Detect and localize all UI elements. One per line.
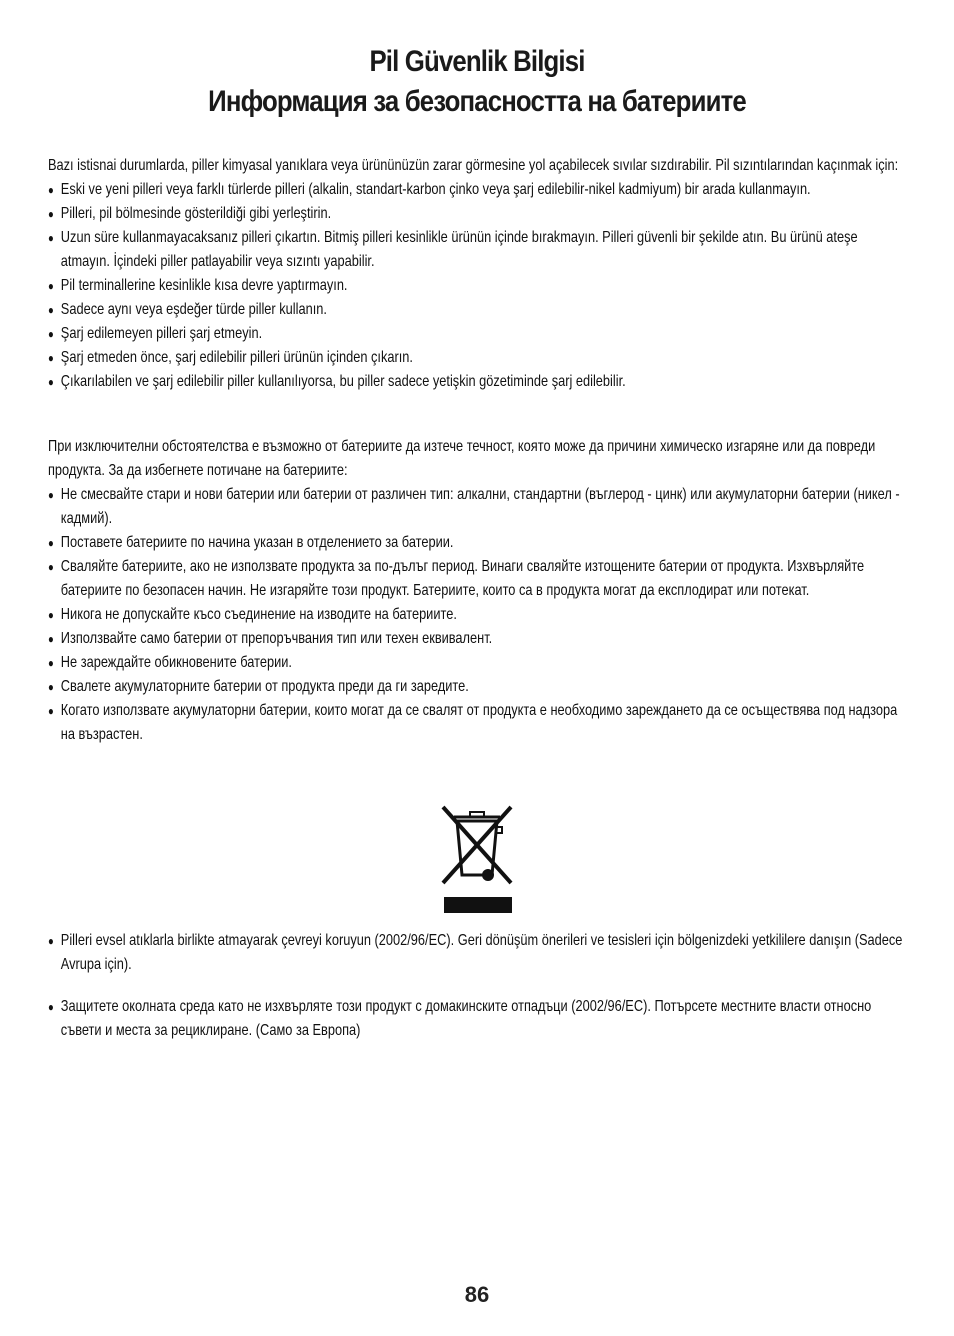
list-item: ● Çıkarılabilen ve şarj edilebilir piller kullanılıyorsa, bu piller sadece yetişkin gözetiminde şarj edilebilir. xyxy=(48,370,908,394)
list-item: ● Uzun süre kullanmayacaksanız pilleri çıkartın. Bitmiş pilleri kesinlikle ürünün içinde bırakmayın. Pilleri güvenli bir şekilde atın. Bu ürünü ateşe atmayın. İçindeki piller patlayabilir veya sızıntı yapabilir. xyxy=(48,226,908,274)
turkish-section xyxy=(48,154,908,394)
list-item: ● Pilleri, pil bölmesinde gösterildiği gibi yerleştirin. xyxy=(48,202,908,226)
list-item: ● Когато използвате акумулаторни батерии, които могат да се свалят от продукта е необходимо зареждането да се осъществява под надзора на възрастен. xyxy=(48,699,908,747)
recycling-section xyxy=(48,929,908,1043)
list-item: ● Не смесвайте стари и нови батерии или батерии от различен тип: алкални, стандартни (въглерод - цинк) или акумулаторни батерии (никел - кадмий). xyxy=(48,483,908,531)
page-number: 86 xyxy=(464,1282,490,1307)
turkish-intro: Bazı istisnai durumlarda, piller kimyasal yanıklara veya ürününüzün zarar görmesine yol açabilecek sıvılar sızdırabilir. Pil sızıntılarından kaçınmak için: xyxy=(48,157,899,174)
turkish-list xyxy=(48,178,908,394)
bulgarian-list xyxy=(48,483,908,747)
list-item: ● Şarj etmeden önce, şarj edilebilir pilleri ürünün içinden çıkarın. xyxy=(48,346,908,370)
bulgarian-section xyxy=(48,435,908,747)
recycling-list-bg xyxy=(48,995,908,1043)
list-item: ● Никога не допускайте късо съединение на изводите на батериите. xyxy=(48,603,908,627)
crossed-out-wheelie-bin-icon xyxy=(438,803,516,915)
list-item: ● Pil terminallerine kesinlikle kısa devre yaptırmayın. xyxy=(48,274,908,298)
list-item: ● Използвайте само батерии от препоръчвания тип или техен еквивалент. xyxy=(48,627,908,651)
recycling-list xyxy=(48,929,908,977)
list-item: ● Şarj edilemeyen pilleri şarj etmeyin. xyxy=(48,322,908,346)
list-item: ● Eski ve yeni pilleri veya farklı türlerde pilleri (alkalin, standart-karbon çinko veya şarj edilebilir-nikel kadmiyum) bir arada kullanmayın. xyxy=(48,178,908,202)
list-item: ● Pilleri evsel atıklarla birlikte atmayarak çevreyi koruyun (2002/96/EC). Geri dönüşüm önerileri ve tesisleri için bölgenizdeki yetkililere danışın (Sadece Avrupa için). xyxy=(48,929,908,977)
title-turkish: Pil Güvenlik Bilgisi xyxy=(369,45,585,78)
list-item: ● Поставете батериите по начина указан в отделението за батерии. xyxy=(48,531,908,555)
list-item: ● Sadece aynı veya eşdeğer türde piller kullanın. xyxy=(48,298,908,322)
list-item: ● Защитете околната среда като не изхвърляте този продукт с домакинските отпадъци (2002/96/EC). Потърсете местните власти относно съвети и места за рециклиране. (Само за Европа) xyxy=(48,995,908,1043)
bulgarian-intro: При изключителни обстоятелства е възможно от батериите да изтече течност, която може да причини химическо изгаряне или да повреди продукта. За да избегнете потичане на батериите: xyxy=(48,438,876,479)
title-bulgarian: Информация за безопасността на батериите xyxy=(208,85,746,118)
list-item: ● Сваляйте батериите, ако не използвате продукта за по-дълъг период. Винаги сваляйте изтощените батерии от продукта. Изхвърляйте батериите по безопасен начин. Не изгаряйте този продукт. Батериите, които са в продукта могат да експлодират или потекат. xyxy=(48,555,908,603)
list-item: ● Свалете акумулаторните батерии от продукта преди да ги заредите. xyxy=(48,675,908,699)
list-item: ● Не зареждайте обикновените батерии. xyxy=(48,651,908,675)
page-title xyxy=(0,42,954,122)
